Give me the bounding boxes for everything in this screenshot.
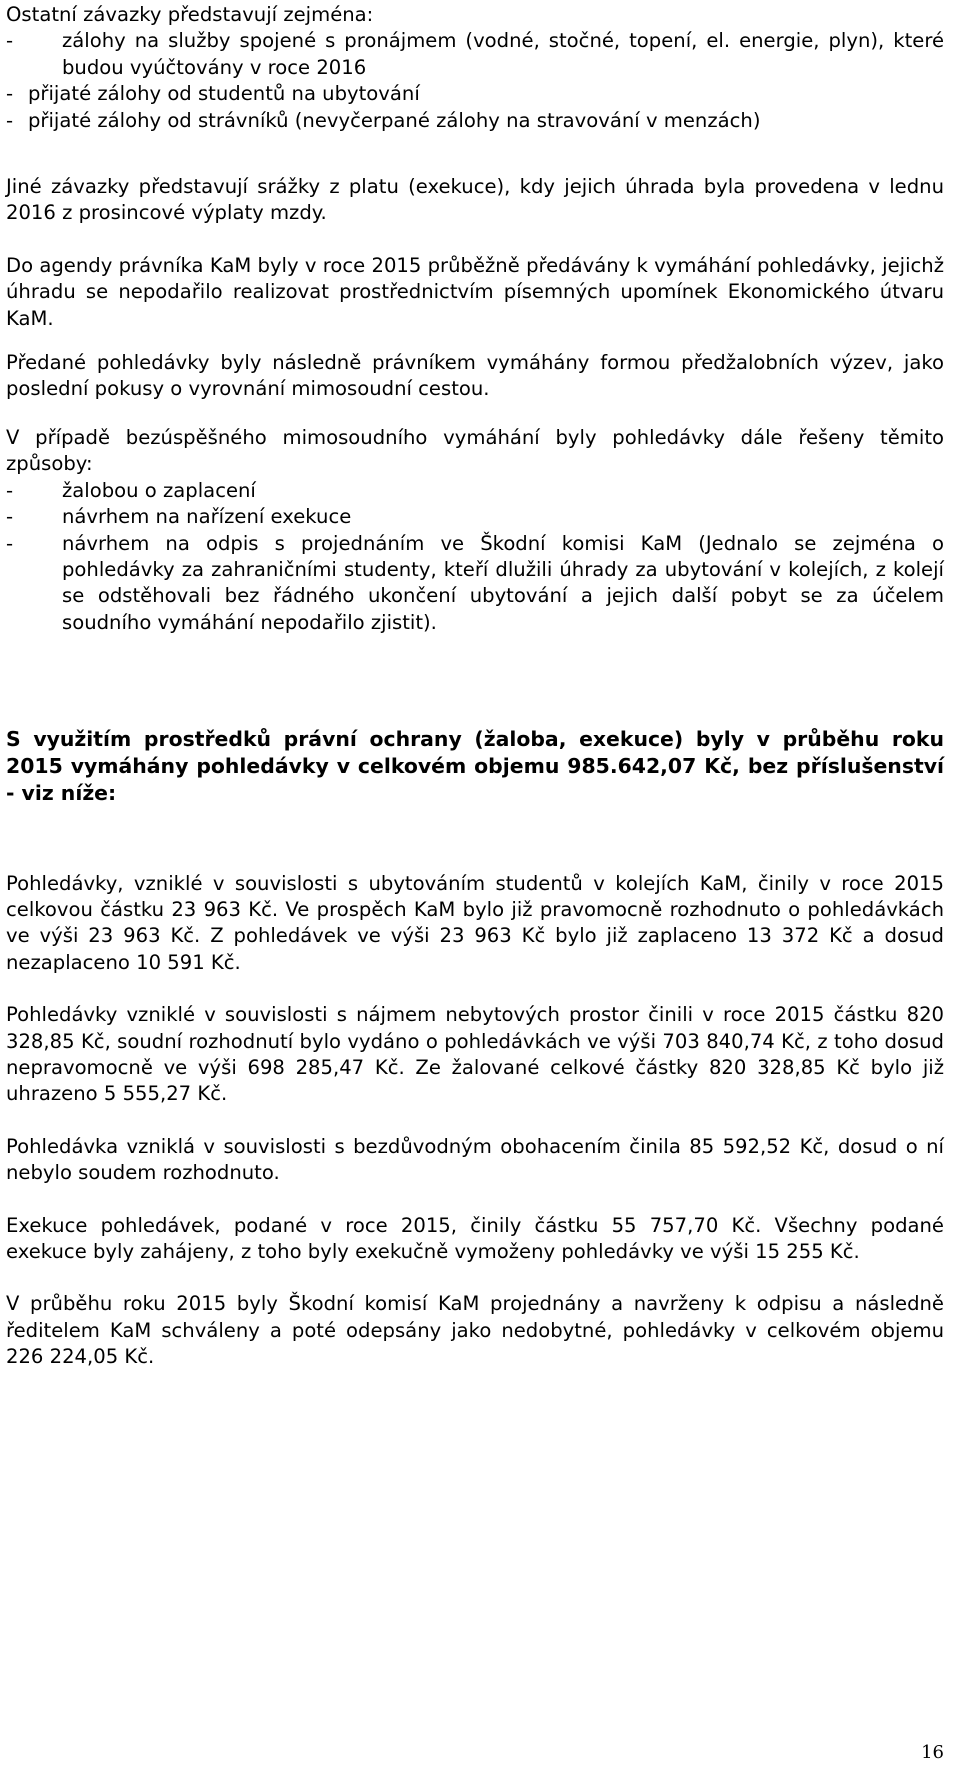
- page-number: 16: [921, 1742, 944, 1763]
- list-item: - návrhem na nařízení exekuce: [6, 504, 944, 530]
- dash-marker: -: [6, 478, 14, 502]
- exekuce-paragraph: Exekuce pohledávek, podané v roce 2015, činily částku 55 757,70 Kč. Všechny podané exekuce byly zahájeny, z toho byly exekučně vymoženy pohledávky ve výši 15 255 Kč.: [6, 1213, 944, 1263]
- dash-marker: -: [6, 531, 14, 555]
- dash-marker: -: [6, 29, 14, 53]
- ostatni-zavazky-intro: Ostatní závazky představují zejména:: [6, 3, 374, 26]
- list-item: - přijaté zálohy od strávníků (nevyčerpané zálohy na stravování v menzách): [6, 108, 944, 134]
- dash-marker: -: [6, 108, 14, 132]
- predane-paragraph: Předané pohledávky byly následně právníkem vymáhány formou předžalobních výzev, jako poslední pokusy o vyrovnání mimosoudní cestou.: [6, 351, 944, 401]
- obohaceni-paragraph: Pohledávka vzniklá v souvislosti s bezdůvodným obohacením činila 85 592,52 Kč, dosud o ní nebylo soudem rozhodnuto.: [6, 1134, 944, 1185]
- list-item: - zálohy na služby spojené s pronájmem (vodné, stočné, topení, el. energie, plyn), které budou vyúčtovány v roce 2016: [6, 29, 944, 79]
- najem-paragraph: Pohledávky vzniklé v souvislosti s nájmem nebytových prostor činili v roce 2015 částku 820 328,85 Kč, soudní rozhodnutí bylo vydáno o pohledávkách ve výši 703 840,74 Kč, z toho dosud nepravomocně ve výši 698 285,47 Kč. Ze žalované celkové částky 820 328,85 Kč bylo již uhrazeno 5 555,27 Kč.: [6, 1003, 944, 1106]
- zpusoby-list: [6, 478, 944, 636]
- dash-marker: -: [6, 505, 14, 529]
- jine-zavazky-paragraph: Jiné závazky představují srážky z platu (exekuce), kdy jejich úhrada byla provedena v lednu 2016 z prosincové výplaty mzdy.: [6, 175, 944, 225]
- dash-marker: -: [6, 82, 14, 106]
- summary-heading: S využitím prostředků právní ochrany (žaloba, exekuce) byly v průběhu roku 2015 vymáhány pohledávky v celkovém objemu 985.642,07 Kč, bez příslušenství - viz níže:: [6, 727, 944, 805]
- list-item: - přijaté zálohy od studentů na ubytování: [6, 81, 944, 107]
- document-page: [6, 2, 944, 1371]
- odpis-paragraph: V průběhu roku 2015 byly Škodní komisí KaM projednány a navrženy k odpisu a následně ředitelem KaM schváleny a poté odepsány jako nedobytné, pohledávky v celkovém objemu 226 224,05 Kč.: [6, 1292, 944, 1369]
- pripad-intro: V případě bezúspěšného mimosoudního vymáhání byly pohledávky dále řešeny těmito způsoby:: [6, 425, 944, 476]
- ubytovani-paragraph: Pohledávky, vzniklé v souvislosti s ubytováním studentů v kolejích KaM, činily v roce 2015 celkovou částku 23 963 Kč. Ve prospěch KaM bylo již pravomocně rozhodnuto o pohledávkách ve výši 23 963 Kč. Z pohledávek ve výši 23 963 Kč bylo již zaplaceno 13 372 Kč a dosud nezaplaceno 10 591 Kč.: [6, 871, 944, 974]
- ostatni-zavazky-list: [6, 28, 944, 134]
- agenda-paragraph: Do agendy právníka KaM byly v roce 2015 průběžně předávány k vymáhání pohledávky, jejichž úhradu se nepodařilo realizovat prostřednictvím písemných upomínek Ekonomického útvaru KaM.: [6, 253, 944, 330]
- list-item: - žalobou o zaplacení: [6, 478, 944, 504]
- list-item: - návrhem na odpis s projednáním ve Škodní komisi KaM (Jednalo se zejména o pohledávky za zahraničními studenty, kteří dlužili úhrady za ubytování v kolejích, z kolejí se odstěhovali bez řádného ukončení ubytování a jejich další pobyt se za účelem soudního vymáhání nepodařilo zjistit).: [6, 531, 944, 634]
